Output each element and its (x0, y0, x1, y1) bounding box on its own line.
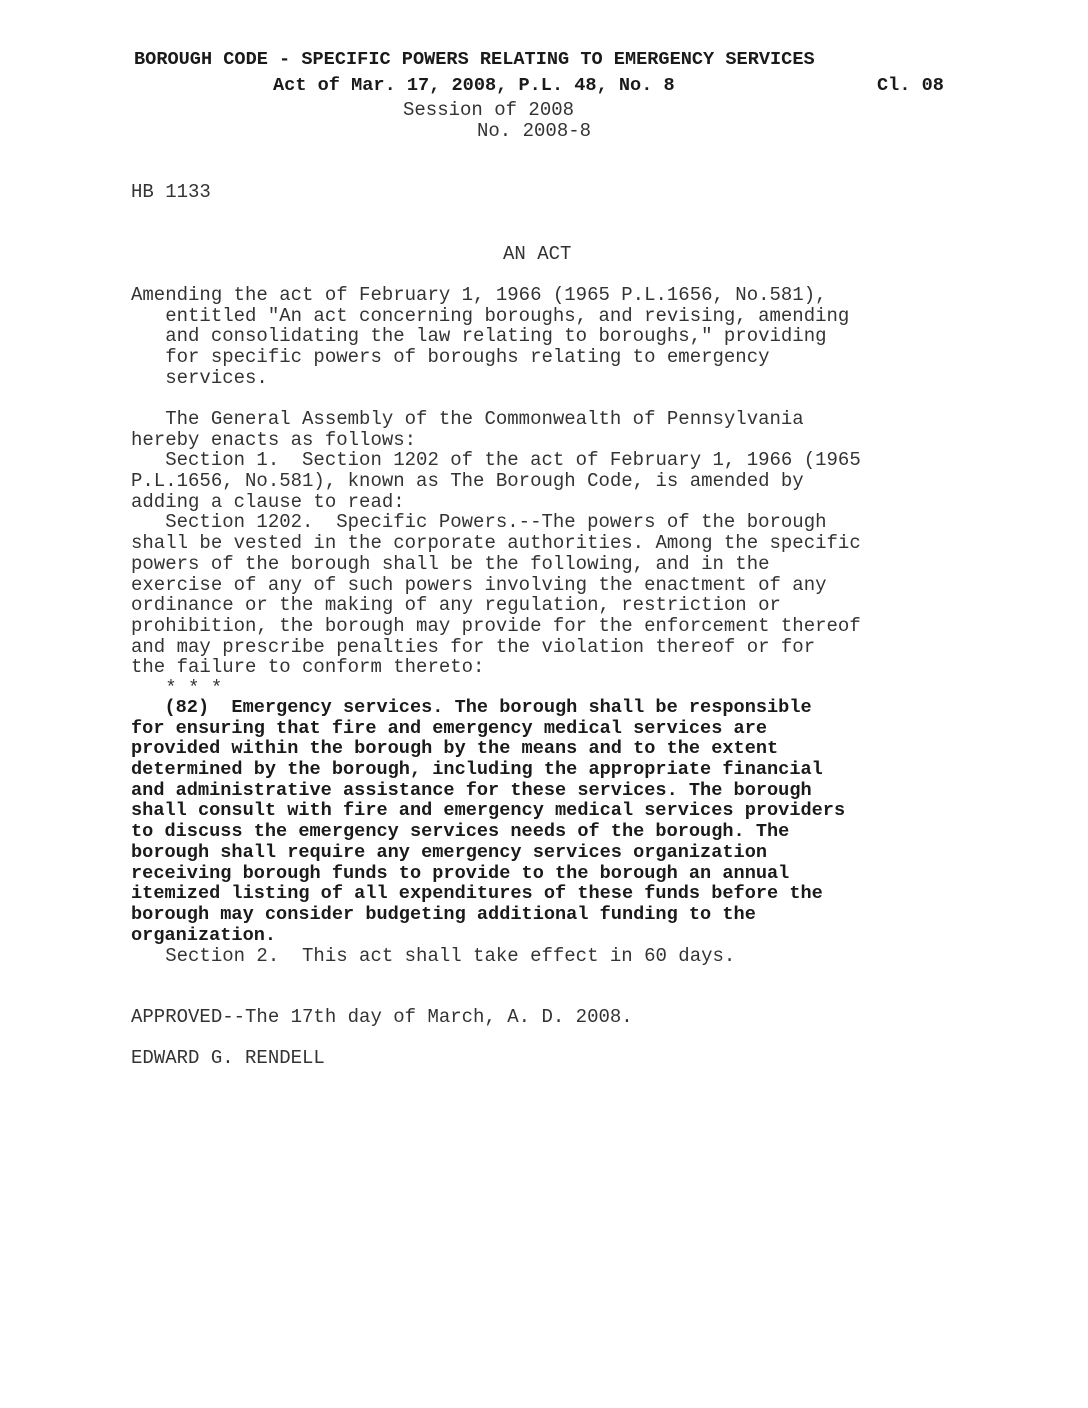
preamble-line: and consolidating the law relating to boroughs," providing (131, 325, 827, 348)
clause-line: organization. (131, 924, 277, 946)
act-citation: Act of Mar. 17, 2008, P.L. 48, No. 8 (273, 75, 675, 96)
clause-line: for ensuring that fire and emergency medical services are (131, 717, 768, 739)
clause-line: (82) Emergency services. The borough shall be responsible (131, 697, 812, 718)
body-line: * * * (131, 676, 223, 699)
clause-line: borough may consider budgeting additional funding to the (131, 903, 756, 925)
bill-number: HB 1133 (131, 181, 211, 203)
governor-signature: EDWARD G. RENDELL (131, 1047, 325, 1069)
section-2-line: Section 2. This act shall take effect in 60 days. (131, 945, 736, 967)
clause-line: receiving borough funds to provide to the borough an annual (131, 862, 790, 884)
body-line: Section 1202. Specific Powers.--The powers of the borough (131, 511, 827, 534)
clause-line: itemized listing of all expenditures of these funds before the (131, 883, 823, 905)
act-number: No. 2008-8 (477, 120, 592, 142)
clause-line: determined by the borough, including the appropriate financial (131, 759, 823, 781)
document-title: BOROUGH CODE - SPECIFIC POWERS RELATING TO EMERGENCY SERVICES (134, 49, 815, 70)
clause-line: provided within the borough by the means and to the extent (131, 738, 779, 760)
body-line: Section 1. Section 1202 of the act of February 1, 1966 (1965 (131, 449, 861, 472)
approval-date: APPROVED--The 17th day of March, A. D. 2008. (131, 1006, 633, 1028)
preamble-line: services. (131, 366, 268, 389)
preamble-line: Amending the act of February 1, 1966 (1965 P.L.1656, No.581), (131, 284, 827, 306)
body-line: hereby enacts as follows: (131, 428, 417, 451)
body-line: exercise of any of such powers involving the enactment of any (131, 573, 827, 596)
body-line: ordinance or the making of any regulation, restriction or (131, 594, 781, 617)
body-line: prohibition, the borough may provide for the enforcement thereof (131, 614, 861, 637)
body-line: and may prescribe penalties for the violation thereof or for (131, 635, 816, 658)
class-code: Cl. 08 (877, 75, 944, 96)
body-line: P.L.1656, No.581), known as The Borough Code, is amended by (131, 470, 804, 493)
clause-line: shall consult with fire and emergency medical services providers (131, 800, 846, 822)
body-line: shall be vested in the corporate authorities. Among the specific (131, 532, 861, 555)
clause-line: borough shall require any emergency services organization (131, 841, 768, 863)
clause-line: and administrative assistance for these services. The borough (131, 779, 812, 801)
act-heading: AN ACT (503, 243, 572, 265)
preamble-line: for specific powers of boroughs relating to emergency (131, 346, 770, 369)
preamble-line: entitled "An act concerning boroughs, and revising, amending (131, 304, 850, 327)
session-year: Session of 2008 (403, 99, 575, 121)
clause-line: to discuss the emergency services needs of the borough. The (131, 821, 790, 843)
body-line: The General Assembly of the Commonwealth of Pennsylvania (131, 408, 804, 430)
body-line: the failure to conform thereto: (131, 656, 485, 679)
body-line: adding a clause to read: (131, 490, 405, 513)
section-2-effective-date (131, 946, 981, 967)
enactment-body (131, 409, 981, 699)
clause-82-emergency-services (131, 698, 981, 946)
preamble (131, 285, 981, 388)
body-line: powers of the borough shall be the following, and in the (131, 552, 770, 575)
